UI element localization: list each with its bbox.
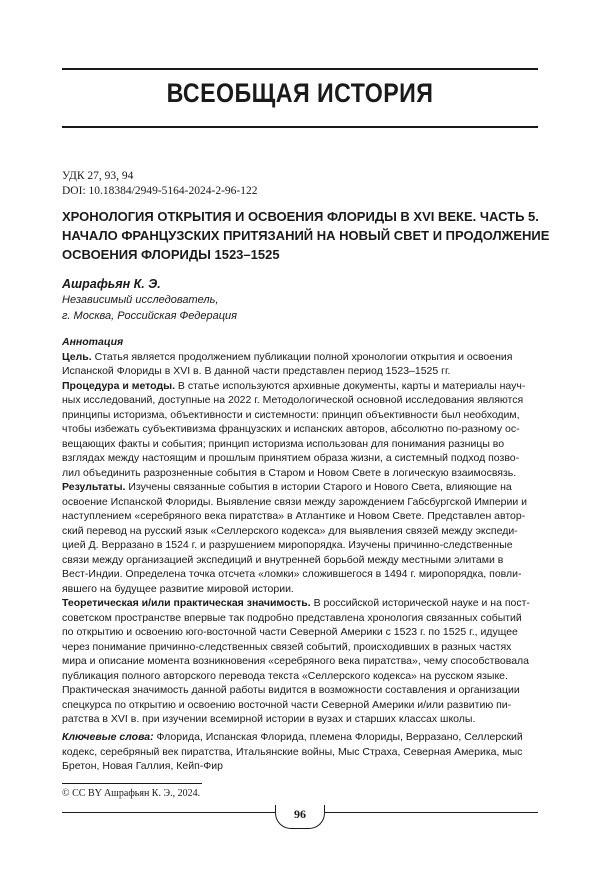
author-name: Ашрафьян К. Э. xyxy=(62,277,161,291)
abstract-significance-line: спецкурса по открытию и освоению восточной части Северной Америки и/или развитию пи- xyxy=(62,698,512,711)
abstract-methods-line: чтобы избежать субъективизма французских и испанских авторов, абсолютно по-разному ос- xyxy=(62,423,520,435)
page-number: 96 xyxy=(275,805,325,829)
keywords-line: кодекс, серебряный век пиратства, Итальянские войны, Мыс Страха, Северная Америка, мыс xyxy=(62,745,523,758)
affiliation-line: г. Москва, Российская Федерация xyxy=(62,310,238,322)
article-title-line: ХРОНОЛОГИЯ ОТКРЫТИЯ И ОСВОЕНИЯ ФЛОРИДЫ В XVI ВЕКЕ. ЧАСТЬ 5. xyxy=(62,209,539,224)
abstract-goal-line: Испанской Флориды в XVI в. В данной части представлен период 1523–1525 гг. xyxy=(62,365,451,377)
abstract-results-line xyxy=(62,480,538,495)
doi: DOI: 10.18384/2949-5164-2024-2-96-122 xyxy=(62,185,258,197)
article-title-line: НАЧАЛО ФРАНЦУЗСКИХ ПРИТЯЗАНИЙ НА НОВЫЙ СВЕТ И ПРОДОЛЖЕНИЕ xyxy=(62,228,550,243)
keywords-label: Ключевые слова: xyxy=(62,731,154,743)
abstract-methods-line xyxy=(62,379,538,394)
abstract-results-line: цией Д. Верразано в 1524 г. и разрушением миропорядка. Изучены причинно-следственные xyxy=(62,539,513,551)
abstract xyxy=(62,335,538,727)
abstract-significance-line: советском пространстве впервые так подробно представлена хронология связанных событий xyxy=(62,611,522,624)
article-title-line: ОСВОЕНИЯ ФЛОРИДЫ 1523–1525 xyxy=(62,247,280,262)
abstract-significance-line: ратства в XVI в. при изучении всемирной истории в вузах и старших классах школы. xyxy=(62,713,476,725)
abstract-methods-line: лил объединить разрозненные события в Старом и Новом Свете в логическую взаимосвязь. xyxy=(62,466,517,479)
header-bottom-rule xyxy=(62,126,538,128)
abstract-results-line: Вест-Индии. Определена точка отсчета «ломки» сложившегося в 1494 г. миропорядка, повли- xyxy=(62,568,522,580)
abstract-significance-line: мира и описание момента возникновения «серебряного века пиратства», чему способствовала xyxy=(62,655,530,667)
abstract-methods-line: ных исследований, доступные на 2022 г. Методологической основной исследования являются xyxy=(62,394,524,406)
abstract-results-line: ский перевод на русский язык «Селлерского кодекса» для выявления связей между экспеди- xyxy=(62,524,518,537)
keywords-text: Флорида, Испанская Флорида, племена Флориды, Верразано, Селлерский xyxy=(153,731,523,743)
abstract-results-line: наступлением «серебряного века пиратства» в Атлантике и Новом Свете. Представлен автор- xyxy=(62,510,526,522)
abstract-results-line: явшего на будущее развитие мировой истории. xyxy=(62,582,294,595)
significance-text: В российской исторической науке и на пост- xyxy=(310,597,530,609)
goal-text: Статья является продолжением публикации полной хронологии открытия и освоения xyxy=(91,350,513,363)
methods-label: Процедура и методы. xyxy=(62,379,176,392)
abstract-methods-line: взглядах между настоящим и прошлым принятием образа жизни, а системный подход позво- xyxy=(62,452,520,464)
abstract-methods-line: вещающих факты и события; принцип историзма использован для понимания разницы во xyxy=(62,437,505,450)
abstract-results-line: освоение Испанской Флориды. Выявление связи между зарождением Габсбургской Империи и xyxy=(62,495,528,508)
goal-label: Цель. xyxy=(62,350,92,363)
page-number-footer xyxy=(62,809,538,835)
udc-code: УДК 27, 93, 94 xyxy=(62,170,134,182)
keywords-line xyxy=(62,730,538,745)
abstract-heading: Аннотация xyxy=(62,336,124,348)
keywords xyxy=(62,730,538,774)
methods-text: В статье используются архивные документы, карты и материалы науч- xyxy=(175,379,526,392)
footnote-rule xyxy=(62,783,202,784)
affiliation-line: Независимый исследователь, xyxy=(62,294,219,306)
abstract-methods-line: принципы историзма, объективности и системности: принцип объективности был необходим, xyxy=(62,408,520,421)
abstract-results-line: связи между организацией экспедиций и внутренней борьбой между местными элитами в xyxy=(62,553,504,566)
abstract-significance-line: Практическая значимость данной работы видится в возможности составления и организации xyxy=(62,684,520,696)
header-top-rule xyxy=(62,68,538,70)
significance-label: Теоретическая и/или практическая значимость. xyxy=(62,597,311,609)
author-affiliation xyxy=(62,292,362,324)
section-title: ВСЕОБЩАЯ ИСТОРИЯ xyxy=(166,78,434,108)
abstract-significance-line xyxy=(62,596,538,611)
results-label: Результаты. xyxy=(62,481,126,493)
abstract-significance-line: публикация полного авторского перевода текста «Селлерского кодекса» на русском языке. xyxy=(62,669,508,682)
abstract-significance-line: по открытию и освоению юго-восточной части Северной Америки с 1523 г. по 1525 г., идущее xyxy=(62,626,518,638)
abstract-significance-line: через понимание причинно-следственных связей событий, происходивших в разных частях xyxy=(62,640,512,653)
copyright-notice: © CC BY Ашрафьян К. Э., 2024. xyxy=(62,788,201,799)
keywords-line: Бретон, Новая Галлия, Кейп-Фир xyxy=(62,760,223,772)
results-text: Изучены связанные события в истории Старого и Нового Света, влияющие на xyxy=(125,481,512,493)
abstract-goal-line xyxy=(62,350,538,365)
article-title xyxy=(62,207,550,264)
